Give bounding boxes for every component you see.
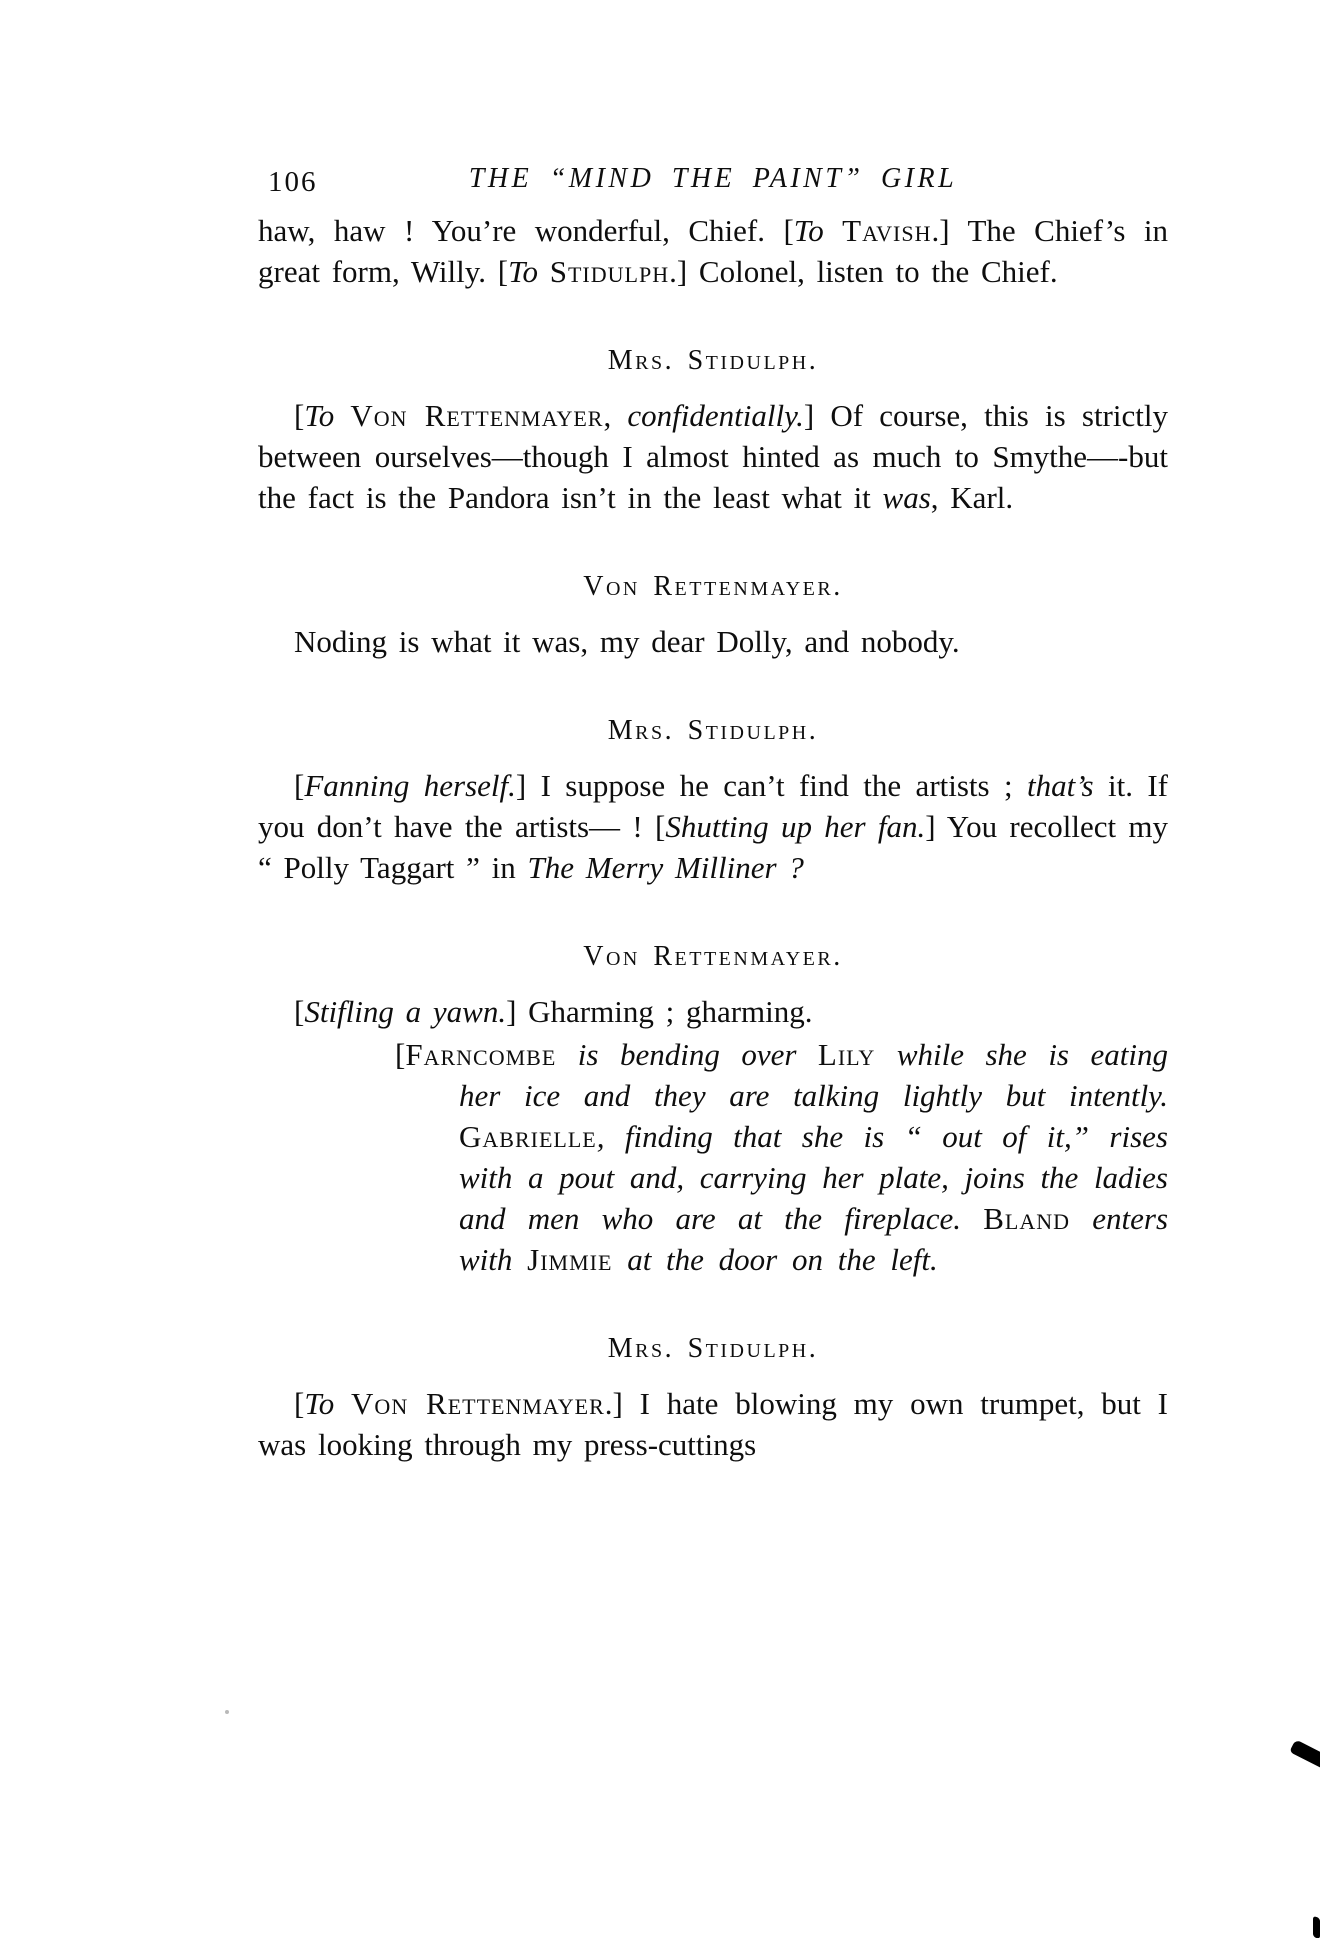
text-segment: Farncombe xyxy=(405,1037,557,1072)
speaker-heading-1: Mrs. Stidulph. xyxy=(607,345,819,376)
text-segment: The Merry Milliner ? xyxy=(527,850,804,885)
text-segment: Bland xyxy=(983,1201,1071,1236)
text-segment: Fanning herself. xyxy=(304,768,516,803)
running-title: THE “MIND THE PAINT” GIRL xyxy=(468,163,958,194)
text-segment: , xyxy=(603,398,628,433)
text-segment: Gabrielle xyxy=(459,1119,597,1154)
text-segment: is bending over xyxy=(556,1037,818,1072)
text-segment: it. If you don’t have the artists— ! [ xyxy=(258,768,1168,844)
text-segment: Lily xyxy=(817,1037,876,1072)
text-segment: [ xyxy=(294,768,305,803)
speaker-heading-5: Mrs. Stidulph. xyxy=(607,1333,819,1364)
text-segment: at the door on the left. xyxy=(612,1242,938,1277)
paper-speck xyxy=(225,1710,229,1714)
text-segment: ] You recollect my “ Polly Taggart ” in xyxy=(258,809,1168,885)
text-segment: ] I suppose he can’t find the artists ; xyxy=(515,768,1027,803)
text-segment: Von Rettenmayer xyxy=(350,398,604,433)
text-segment: that’s xyxy=(1026,768,1094,803)
text-segment: To xyxy=(793,213,843,248)
text-segment: , finding that she is “ out of it,” rises with a pout and, carrying her plate, joins the ladies and men who are at the fireplace. xyxy=(459,1119,1168,1236)
text-segment: To xyxy=(508,254,550,289)
dialogue-paragraph-3 xyxy=(258,621,1168,662)
text-segment: was xyxy=(882,480,931,515)
text-segment: .] The Chief’s in great form, Willy. [ xyxy=(258,213,1168,289)
text-block xyxy=(258,210,1168,1465)
text-segment: while she is eating her ice and they are talking lightly but intently. xyxy=(459,1037,1168,1113)
text-segment: confidentially. xyxy=(627,398,804,433)
text-segment: To xyxy=(304,398,351,433)
text-segment: ] Gharming ; gharming. xyxy=(506,994,813,1029)
text-segment: Von Rettenmayer xyxy=(351,1386,605,1421)
text-segment: Tavish xyxy=(842,213,932,248)
text-segment: Stifling a yawn. xyxy=(304,994,507,1029)
text-segment: Stidulph xyxy=(549,254,670,289)
page-number: 106 xyxy=(268,166,318,198)
speaker-heading-4: Von Rettenmayer. xyxy=(583,941,843,972)
page-header xyxy=(258,163,1168,203)
text-segment: .] Colonel, listen to the Chief. xyxy=(669,254,1058,289)
speaker-heading-2: Von Rettenmayer. xyxy=(583,571,843,602)
text-segment: , Karl. xyxy=(930,480,1014,515)
text-segment: To xyxy=(304,1386,352,1421)
dialogue-paragraph-6 xyxy=(258,1383,1168,1465)
text-segment: [ xyxy=(294,398,305,433)
text-segment: Jimmie xyxy=(527,1242,613,1277)
dialogue-paragraph-1 xyxy=(258,210,1168,292)
page-edge-mark xyxy=(1313,1916,1320,1938)
text-segment: ] Of course, this is strictly between ourselves—though I almost hinted as much to Smythe—-but the fact is the Pandora isn’t in the least what it xyxy=(258,398,1168,515)
dialogue-paragraph-5 xyxy=(258,991,1168,1032)
dialogue-paragraph-4 xyxy=(258,765,1168,888)
text-segment: .] I hate blowing my own trumpet, but I was looking through my press-cuttings xyxy=(258,1386,1169,1462)
text-segment: haw, haw ! You’re wonderful, Chief. [ xyxy=(258,213,794,248)
stage-direction xyxy=(258,1034,1168,1280)
text-segment: [ xyxy=(294,1386,305,1421)
text-segment: [ xyxy=(294,994,305,1029)
speaker-heading-3: Mrs. Stidulph. xyxy=(607,715,819,746)
text-segment: Noding is what it was, my dear Dolly, and nobody. xyxy=(294,624,960,659)
text-segment: Shutting up her fan. xyxy=(665,809,926,844)
text-segment: enters with xyxy=(459,1201,1169,1277)
dialogue-paragraph-2 xyxy=(258,395,1168,518)
text-segment: [ xyxy=(395,1037,406,1072)
ink-smudge xyxy=(1289,1739,1320,1772)
